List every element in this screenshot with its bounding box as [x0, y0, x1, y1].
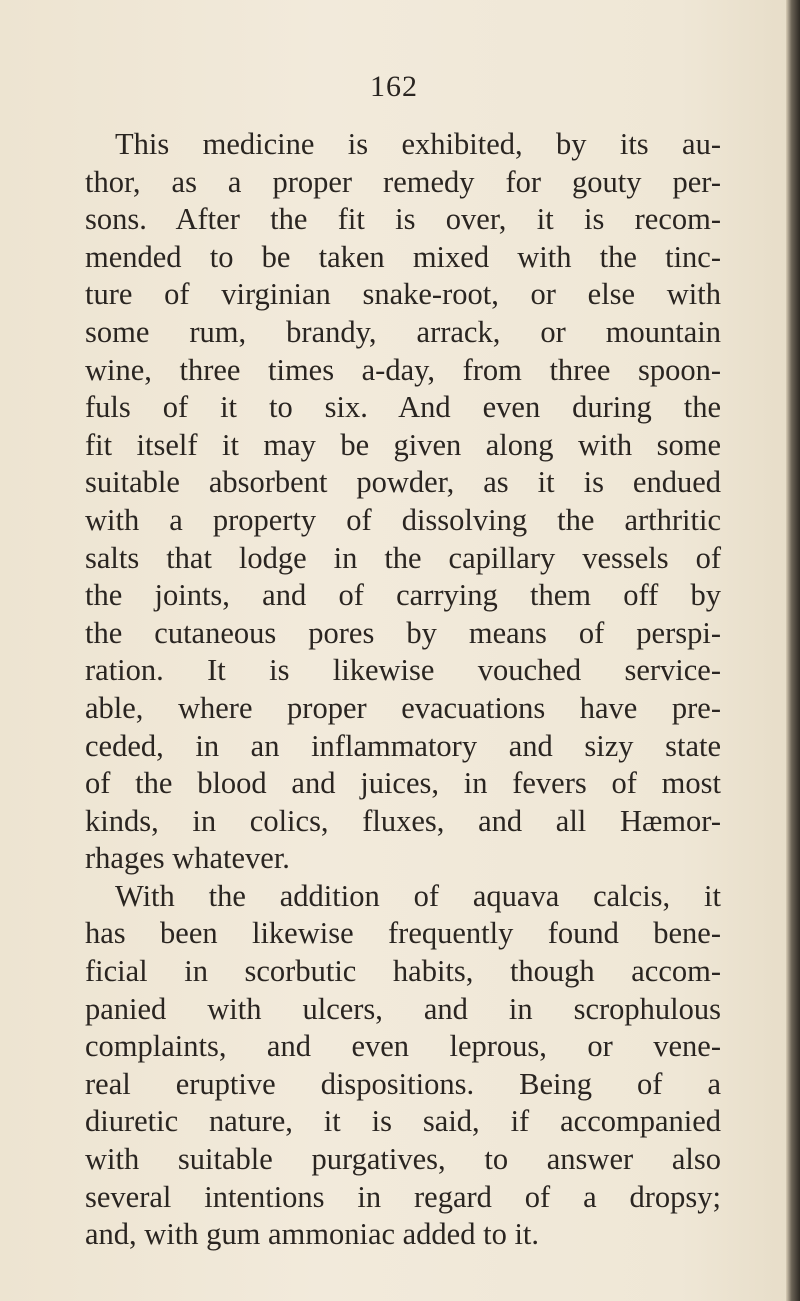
text-line: of the blood and juices, in fevers of most [85, 766, 721, 801]
text-line: the joints, and of carrying them off by [85, 578, 721, 613]
text-line: ture of virginian snake-root, or else with [85, 277, 721, 312]
text-line: suitable absorbent powder, as it is endued [85, 465, 721, 500]
text-line: with a property of dissolving the arthritic [85, 502, 721, 537]
body-text [85, 126, 721, 1254]
text-line: has been likewise frequently found bene- [85, 916, 721, 951]
text-line: ceded, in an inflammatory and sizy state [85, 728, 721, 763]
text-line: ficial in scorbutic habits, though accom- [85, 954, 721, 989]
text-line: real eruptive dispositions. Being of a [85, 1066, 721, 1101]
text-line: panied with ulcers, and in scrophulous [85, 991, 721, 1026]
text-line: wine, three times a-day, from three spoon- [85, 352, 721, 387]
text-line: able, where proper evacuations have pre- [85, 690, 721, 725]
text-line: salts that lodge in the capillary vessels of [85, 540, 721, 575]
text-line: the cutaneous pores by means of perspi- [85, 615, 721, 650]
text-line: fit itself it may be given along with some [85, 427, 721, 462]
text-line: This medicine is exhibited, by its au- [115, 127, 721, 161]
text-line: complaints, and even leprous, or vene- [85, 1029, 721, 1064]
text-line: and, with gum ammoniac added to it. [85, 1217, 540, 1252]
text-line: diuretic nature, it is said, if accompanied [85, 1104, 721, 1139]
text-line: thor, as a proper remedy for gouty per- [85, 164, 721, 199]
text-line: sons. After the fit is over, it is recom- [85, 202, 721, 237]
text-line: fuls of it to six. And even during the [85, 390, 721, 425]
text-line: kinds, in colics, fluxes, and all Hæmor- [85, 803, 721, 838]
text-line: mended to be taken mixed with the tinc- [85, 239, 721, 274]
page-edge-shadow [786, 0, 800, 1301]
text-line: with suitable purgatives, to answer also [85, 1142, 721, 1177]
text-line: some rum, brandy, arrack, or mountain [85, 314, 721, 349]
text-line: ration. It is likewise vouched service- [85, 653, 721, 688]
page-number: 162 [370, 70, 418, 103]
text-line: rhages whatever. [85, 841, 290, 876]
text-line: several intentions in regard of a dropsy; [85, 1179, 721, 1214]
text-line: With the addition of aquava calcis, it [115, 878, 721, 913]
